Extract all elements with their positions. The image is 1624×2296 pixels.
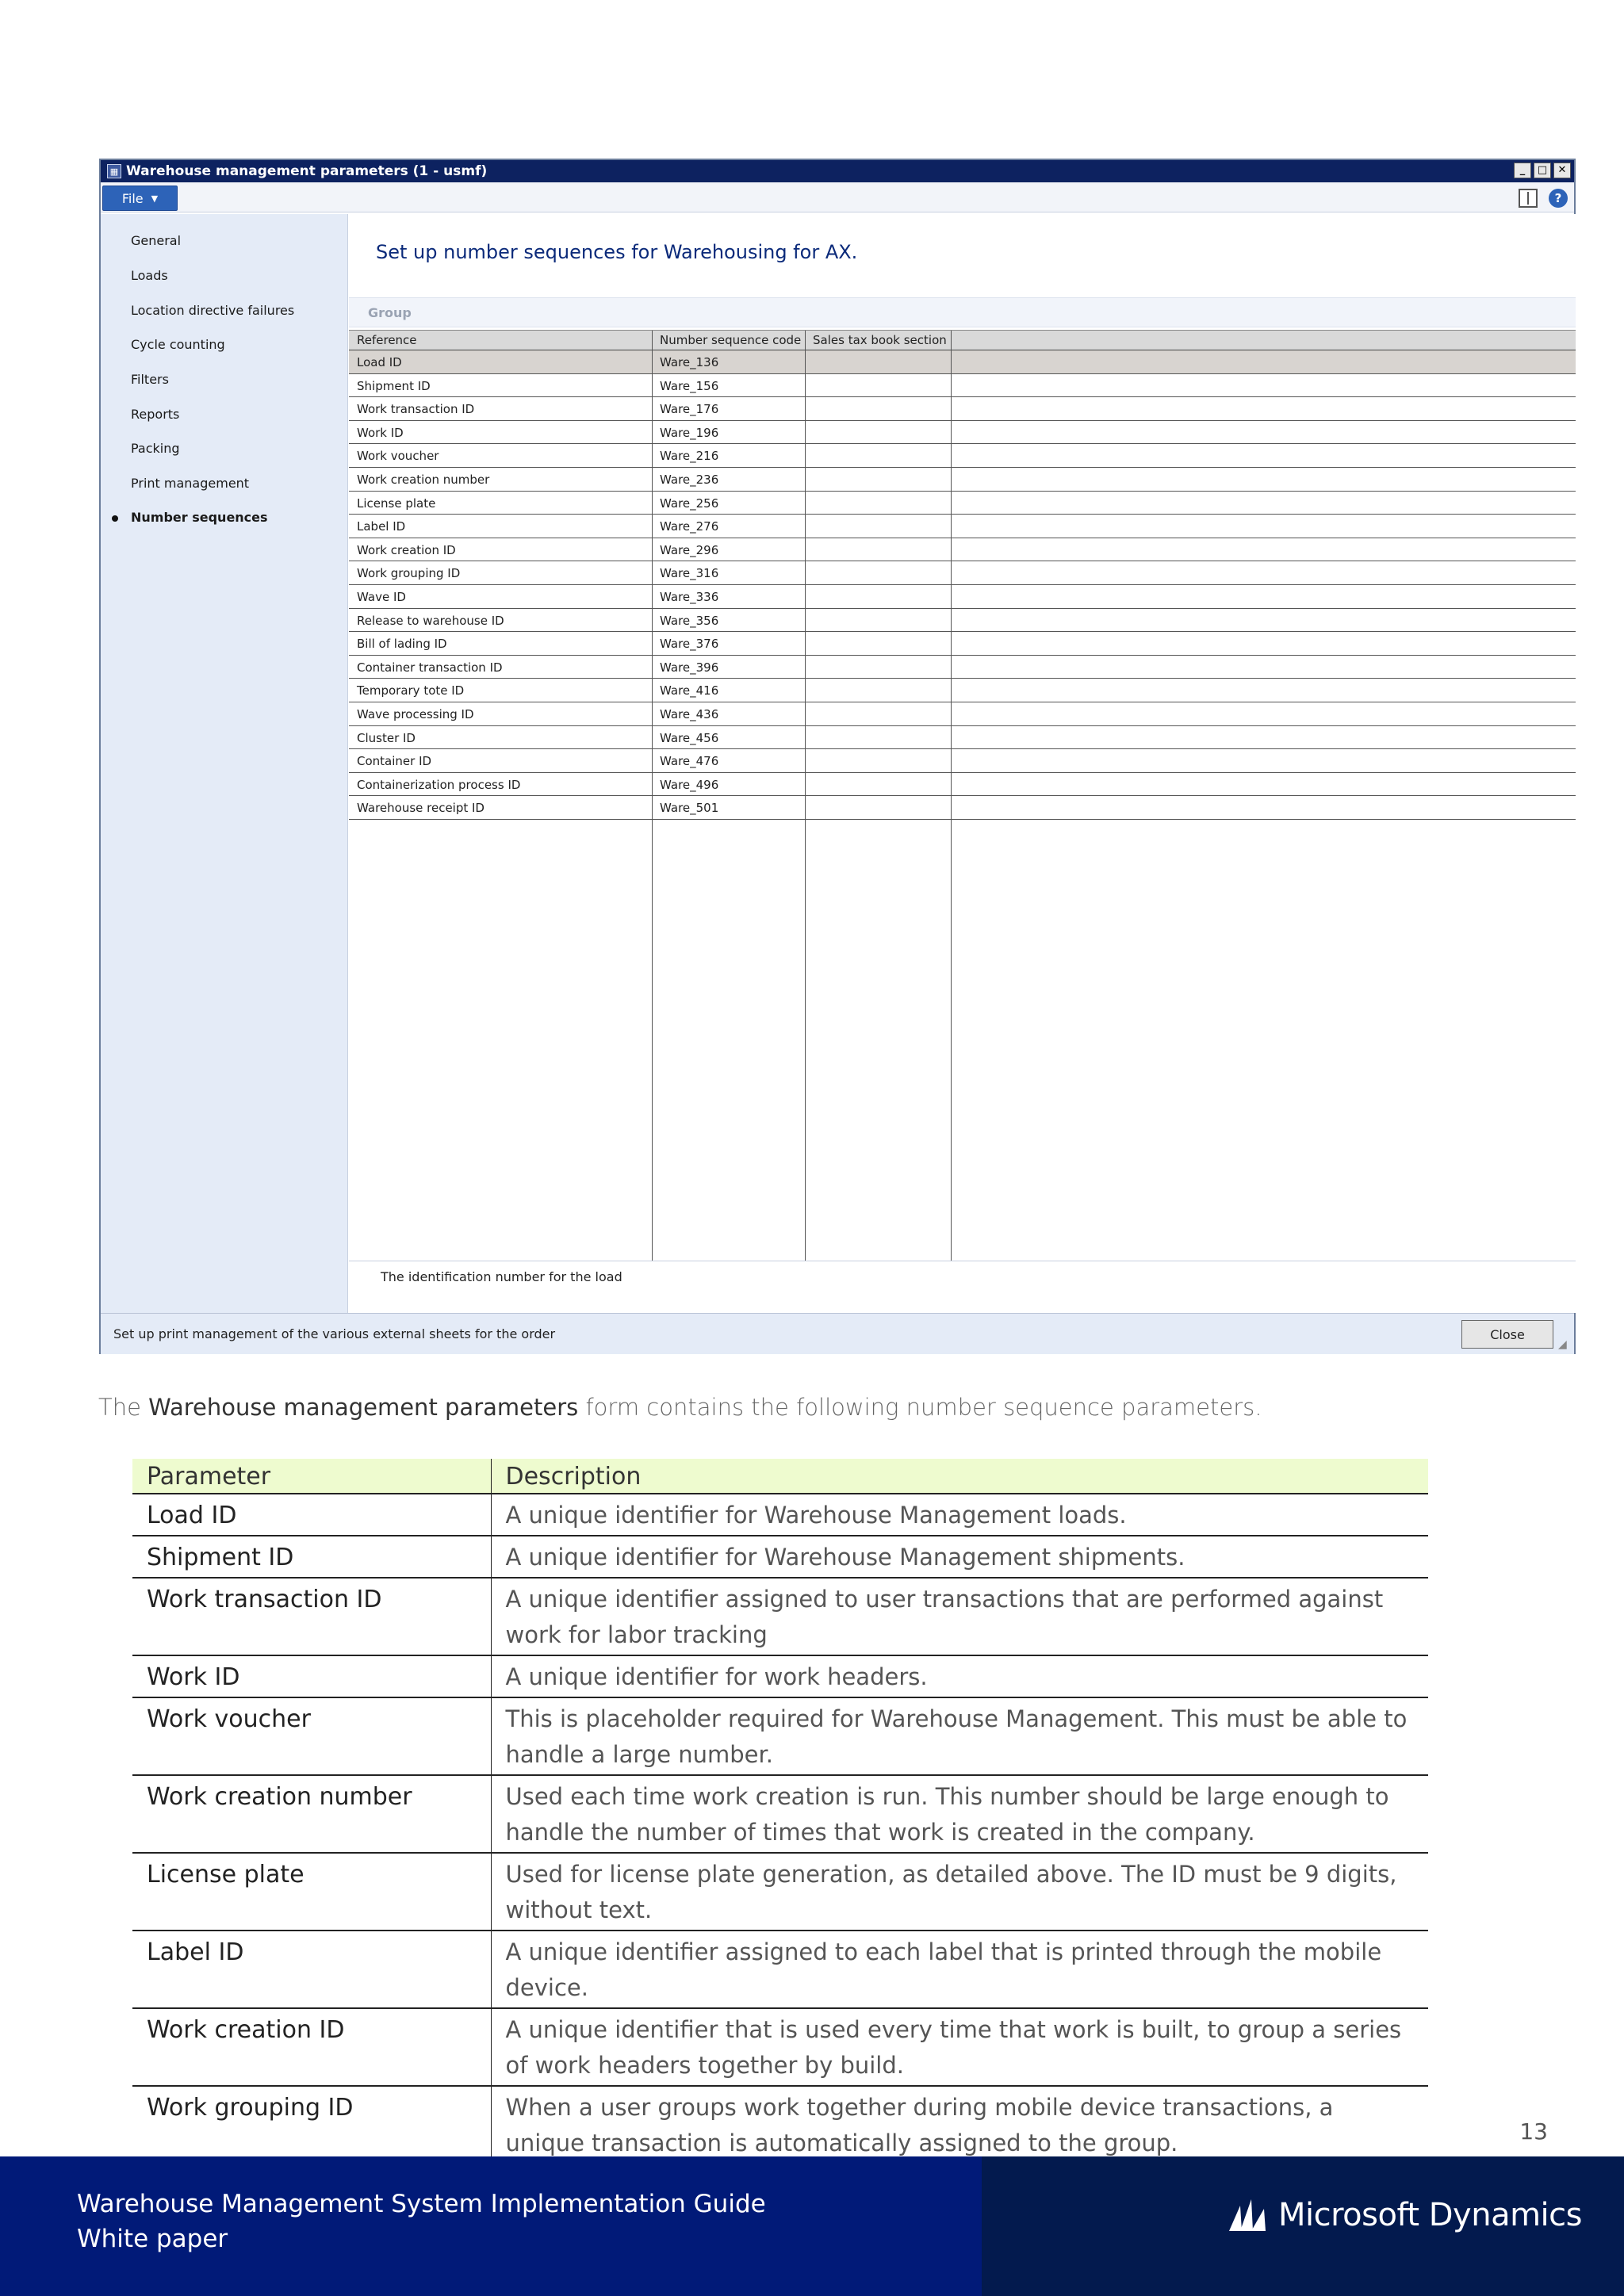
intro-paragraph bbox=[98, 1394, 1262, 1421]
table-row bbox=[132, 1853, 1428, 1931]
number-sequence-code-cell[interactable]: Ware_376 bbox=[660, 637, 719, 652]
layout-icon[interactable] bbox=[1519, 189, 1538, 208]
description-cell: Used for license plate generation, as detailed above. The ID must be 9 digits, without text. bbox=[491, 1853, 1428, 1931]
number-sequence-code-cell[interactable]: Ware_156 bbox=[660, 378, 719, 393]
microsoft-dynamics-logo bbox=[1228, 2195, 1582, 2236]
resize-grip-icon[interactable]: ◢ bbox=[1558, 1338, 1567, 1351]
table-row[interactable] bbox=[349, 585, 1576, 609]
intro-form-name: Warehouse management parameters bbox=[148, 1394, 579, 1421]
group-bar[interactable] bbox=[349, 297, 1576, 327]
footer-subtitle: White paper bbox=[77, 2225, 228, 2253]
minimize-icon[interactable]: _ bbox=[1514, 163, 1531, 178]
grid-rows bbox=[349, 350, 1576, 820]
table-row[interactable] bbox=[349, 374, 1576, 398]
reference-cell: Shipment ID bbox=[357, 378, 431, 393]
nav-item-loads[interactable]: Loads bbox=[131, 268, 168, 283]
content-pane bbox=[349, 214, 1576, 1261]
number-sequence-code-cell[interactable]: Ware_416 bbox=[660, 683, 719, 698]
number-sequence-code-cell[interactable]: Ware_256 bbox=[660, 496, 719, 511]
parameter-cell: Load ID bbox=[132, 1494, 491, 1536]
column-header-reference[interactable]: Reference bbox=[357, 333, 417, 347]
number-sequence-code-cell[interactable]: Ware_396 bbox=[660, 660, 719, 675]
number-sequence-code-cell[interactable]: Ware_176 bbox=[660, 402, 719, 417]
parameter-cell: License plate bbox=[132, 1853, 491, 1931]
description-cell: A unique identifier assigned to user transactions that are performed against work for labor tracking bbox=[491, 1578, 1428, 1655]
column-divider bbox=[951, 331, 952, 1261]
description-cell: When a user groups work together during mobile device transactions, a unique transaction is automatically assigned to the group. bbox=[505, 2094, 1334, 2156]
parameter-cell: Work voucher bbox=[132, 1697, 491, 1775]
number-sequence-code-cell[interactable]: Ware_236 bbox=[660, 472, 719, 487]
header-description: Description bbox=[491, 1459, 1428, 1494]
reference-cell: Work ID bbox=[357, 425, 404, 440]
app-icon: ▦ bbox=[107, 164, 121, 178]
number-sequence-code-cell[interactable]: Ware_496 bbox=[660, 777, 719, 792]
table-row[interactable] bbox=[349, 421, 1576, 445]
nav-item-print-management[interactable]: Print management bbox=[131, 476, 250, 491]
reference-cell: Bill of lading ID bbox=[357, 637, 447, 652]
reference-cell: Wave ID bbox=[357, 589, 406, 604]
menu-right-icons bbox=[1519, 189, 1568, 208]
table-row bbox=[132, 1697, 1428, 1775]
table-row bbox=[132, 2086, 1428, 2163]
dynamics-logo-icon bbox=[1228, 2195, 1269, 2236]
description-cell: A unique identifier for work headers. bbox=[491, 1655, 1428, 1697]
parameter-cell: Work creation ID bbox=[132, 2008, 491, 2086]
nav-item-reports[interactable]: Reports bbox=[131, 407, 180, 422]
description-cell: A unique identifier that is used every time that work is built, to group a series of work headers together by build. bbox=[491, 2008, 1428, 2086]
nav-item-location-directive-failures[interactable]: Location directive failures bbox=[131, 303, 295, 318]
reference-cell: Container transaction ID bbox=[357, 660, 503, 675]
page-heading: Set up number sequences for Warehousing for AX. bbox=[376, 241, 858, 263]
reference-cell: Container ID bbox=[357, 754, 432, 769]
parameter-table-header bbox=[132, 1459, 1428, 1494]
window-title-bar[interactable] bbox=[101, 160, 1574, 182]
table-row[interactable] bbox=[349, 773, 1576, 797]
window-title: Warehouse management parameters (1 - usmf) bbox=[126, 163, 488, 179]
reference-cell: Work grouping ID bbox=[357, 566, 461, 581]
parameter-table bbox=[132, 1459, 1428, 2163]
reference-cell: Warehouse receipt ID bbox=[357, 801, 485, 816]
table-row bbox=[132, 1931, 1428, 2008]
file-menu-button[interactable] bbox=[102, 186, 178, 211]
nav-item-general[interactable]: General bbox=[131, 233, 182, 248]
grid-header bbox=[349, 331, 1576, 350]
table-row[interactable] bbox=[349, 656, 1576, 679]
column-header-sales-tax-book-section[interactable]: Sales tax book section bbox=[813, 333, 947, 347]
nav-item-number-sequences[interactable]: Number sequences bbox=[131, 510, 268, 525]
column-header-number-sequence-code[interactable]: Number sequence code bbox=[660, 333, 802, 347]
number-sequence-code-cell[interactable]: Ware_296 bbox=[660, 542, 719, 557]
parameter-cell: Work transaction ID bbox=[132, 1578, 491, 1655]
table-row[interactable] bbox=[349, 726, 1576, 750]
page-footer bbox=[0, 2156, 1624, 2296]
reference-cell: Cluster ID bbox=[357, 730, 416, 745]
field-help-area bbox=[349, 1261, 1576, 1313]
reference-cell: Wave processing ID bbox=[357, 706, 474, 721]
reference-cell: License plate bbox=[357, 496, 436, 511]
header-parameter: Parameter bbox=[132, 1459, 491, 1494]
table-row bbox=[132, 1494, 1428, 1536]
chevron-down-icon: ▼ bbox=[151, 193, 159, 204]
number-sequence-code-cell[interactable]: Ware_501 bbox=[660, 801, 719, 816]
table-row[interactable] bbox=[349, 609, 1576, 633]
reference-cell: Work creation number bbox=[357, 472, 490, 487]
parameter-cell: Shipment ID bbox=[132, 1536, 491, 1578]
number-sequence-code-cell[interactable]: Ware_476 bbox=[660, 754, 719, 769]
description-cell: This is placeholder required for Warehouse Management. This must be able to handle a large number. bbox=[491, 1697, 1428, 1775]
table-row bbox=[132, 1655, 1428, 1697]
number-sequence-code-cell[interactable]: Ware_356 bbox=[660, 613, 719, 628]
table-row[interactable] bbox=[349, 492, 1576, 515]
column-divider bbox=[652, 331, 653, 1261]
description-cell: Used each time work creation is run. This number should be large enough to handle the number of times that work is created in the company. bbox=[491, 1775, 1428, 1853]
table-row bbox=[132, 1536, 1428, 1578]
parameter-cell: Work creation number bbox=[132, 1775, 491, 1853]
table-row[interactable] bbox=[349, 468, 1576, 492]
table-row[interactable] bbox=[349, 538, 1576, 562]
table-row[interactable] bbox=[349, 702, 1576, 726]
parameter-table-body bbox=[132, 1494, 1428, 2163]
number-sequence-code-cell[interactable]: Ware_276 bbox=[660, 519, 719, 534]
field-help-text: The identification number for the load bbox=[381, 1269, 622, 1284]
number-sequence-grid bbox=[349, 330, 1576, 1261]
active-bullet-icon bbox=[112, 515, 118, 522]
left-navigation bbox=[101, 214, 348, 1313]
table-row bbox=[132, 1578, 1428, 1655]
table-row[interactable] bbox=[349, 561, 1576, 585]
status-text: Set up print management of the various external sheets for the order bbox=[113, 1326, 556, 1341]
number-sequence-code-cell[interactable]: Ware_436 bbox=[660, 706, 719, 721]
number-sequence-code-cell[interactable]: Ware_316 bbox=[660, 566, 719, 581]
table-row[interactable] bbox=[349, 397, 1576, 421]
brand-name: Microsoft Dynamics bbox=[1278, 2197, 1582, 2233]
reference-cell: Containerization process ID bbox=[357, 777, 521, 792]
close-button[interactable]: Close bbox=[1461, 1320, 1553, 1349]
nav-item-cycle-counting[interactable]: Cycle counting bbox=[131, 337, 225, 352]
table-row[interactable] bbox=[349, 444, 1576, 468]
table-row[interactable] bbox=[349, 749, 1576, 773]
reference-cell: Work voucher bbox=[357, 449, 439, 464]
reference-cell: Label ID bbox=[357, 519, 406, 534]
warehouse-parameters-window bbox=[99, 159, 1576, 1354]
number-sequence-code-cell[interactable]: Ware_456 bbox=[660, 730, 719, 745]
table-row[interactable] bbox=[349, 350, 1576, 374]
number-sequence-code-cell[interactable]: Ware_336 bbox=[660, 589, 719, 604]
group-label: Group bbox=[368, 305, 412, 320]
number-sequence-code-cell[interactable]: Ware_196 bbox=[660, 425, 719, 440]
reference-cell: Release to warehouse ID bbox=[357, 613, 504, 628]
status-bar bbox=[101, 1313, 1574, 1354]
table-row[interactable] bbox=[349, 679, 1576, 702]
table-row bbox=[132, 2008, 1428, 2086]
close-icon[interactable]: ✕ bbox=[1553, 163, 1571, 178]
help-icon[interactable]: ? bbox=[1549, 189, 1568, 208]
page-number: 13 bbox=[1519, 2118, 1548, 2145]
column-divider bbox=[805, 331, 806, 1261]
intro-after: form contains the following number sequence parameters. bbox=[578, 1394, 1262, 1421]
reference-cell: Work transaction ID bbox=[357, 402, 475, 417]
table-row[interactable] bbox=[349, 515, 1576, 538]
footer-title: Warehouse Management System Implementation Guide bbox=[77, 2190, 766, 2218]
reference-cell: Temporary tote ID bbox=[357, 683, 465, 698]
number-sequence-code-cell[interactable]: Ware_136 bbox=[660, 355, 719, 369]
table-row[interactable] bbox=[349, 796, 1576, 820]
number-sequence-code-cell[interactable]: Ware_216 bbox=[660, 449, 719, 464]
parameter-cell: Label ID bbox=[132, 1931, 491, 2008]
window-controls bbox=[1514, 163, 1571, 178]
nav-item-packing[interactable]: Packing bbox=[131, 441, 180, 456]
menu-bar bbox=[101, 182, 1574, 212]
description-cell: A unique identifier for Warehouse Management shipments. bbox=[491, 1536, 1428, 1578]
reference-cell: Load ID bbox=[357, 355, 402, 369]
table-row bbox=[132, 1775, 1428, 1853]
nav-item-filters[interactable]: Filters bbox=[131, 372, 169, 387]
table-row[interactable] bbox=[349, 632, 1576, 656]
parameter-cell: Work ID bbox=[132, 1655, 491, 1697]
intro-before: The bbox=[98, 1394, 149, 1421]
reference-cell: Work creation ID bbox=[357, 542, 456, 557]
description-cell: A unique identifier assigned to each label that is printed through the mobile device. bbox=[491, 1931, 1428, 2008]
file-menu-label: File bbox=[121, 190, 144, 206]
maximize-icon[interactable]: □ bbox=[1534, 163, 1551, 178]
parameter-cell: Work grouping ID bbox=[132, 2086, 491, 2163]
description-cell: A unique identifier for Warehouse Management loads. bbox=[491, 1494, 1428, 1536]
